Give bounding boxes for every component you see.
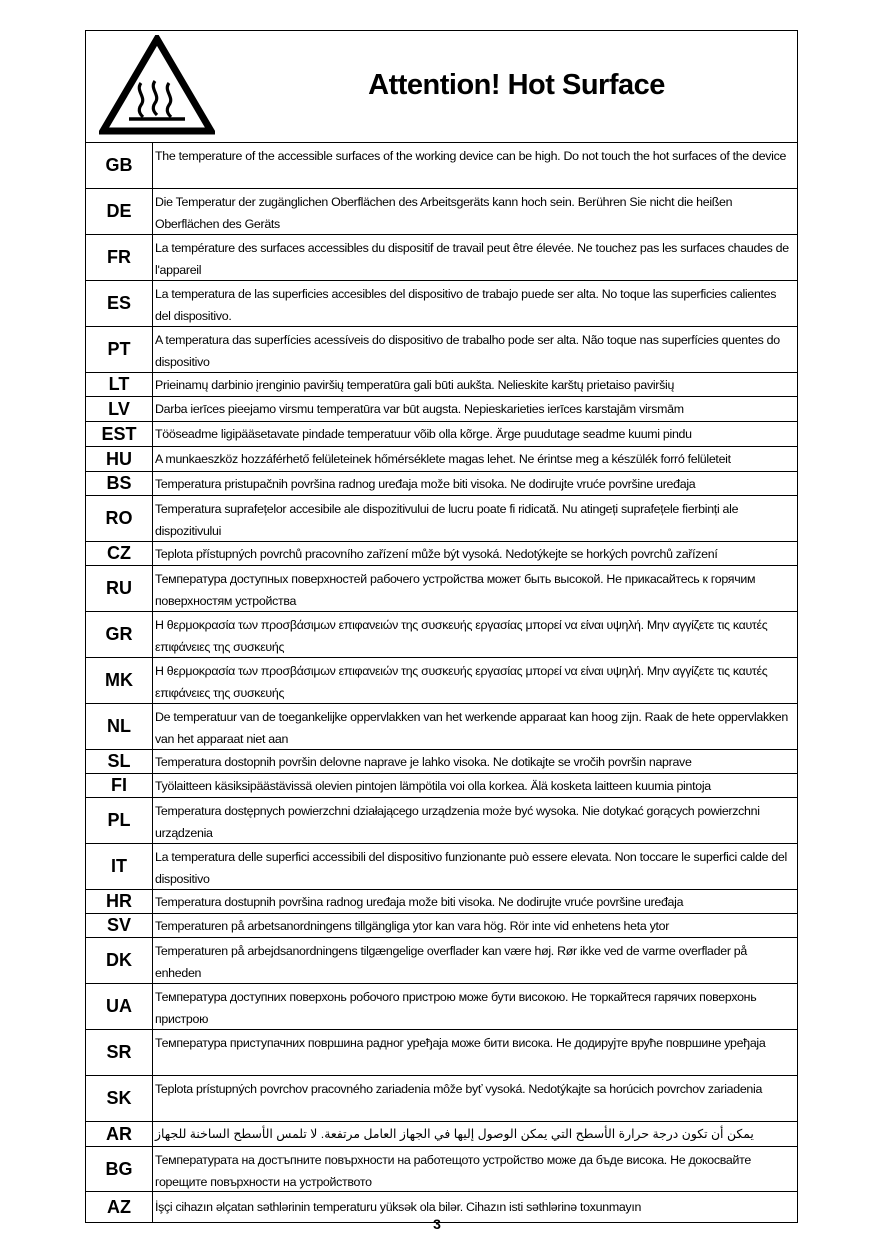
warning-text: Температура доступних поверхонь робочого пристрою може бути високою. Не торкайтеся гарячих поверхонь пристрою xyxy=(155,990,757,1026)
warning-text: يمكن أن تكون درجة حرارة الأسطح التي يمكن الوصول إليها في الجهاز العامل مرتفعة. لا تلمس الأسطح الساخنة للجهاز xyxy=(155,1127,754,1141)
table-row xyxy=(86,372,797,396)
warning-text: Työlaitteen käsiksipäästävissä olevien pintojen lämpötila voi olla korkea. Älä kosketa laitteen kuumia pintoja xyxy=(155,779,711,793)
warning-table xyxy=(85,30,798,1223)
warning-text: Температурата на достъпните повърхности на работещото устройство може да бъде висока. Не докосвайте горещите повърхности на устройството xyxy=(155,1153,751,1189)
language-code: SK xyxy=(86,1076,153,1121)
warning-text: La température des surfaces accessibles du dispositif de travail peut être élevée. Ne touchez pas les surfaces chaudes de l'appareil xyxy=(155,241,789,277)
language-code: FI xyxy=(86,774,153,797)
table-row xyxy=(86,396,797,421)
warning-text: La temperatura delle superfici accessibili del dispositivo funzionante può essere elevata. Non toccare le superfici calde del dispositivo xyxy=(155,850,787,886)
hot-surface-warning-icon xyxy=(99,35,215,135)
language-code: GB xyxy=(86,143,153,188)
table-row xyxy=(86,495,797,541)
language-code: RU xyxy=(86,566,153,611)
language-code: AR xyxy=(86,1122,153,1146)
language-code: PL xyxy=(86,798,153,843)
warning-text: Temperatura dostępnych powierzchni działającego urządzenia może być wysoka. Nie dotykać gorących powierzchni urządzenia xyxy=(155,804,760,840)
table-row xyxy=(86,280,797,326)
page-title: Attention! Hot Surface xyxy=(368,69,665,101)
table-row xyxy=(86,749,797,773)
language-code: MK xyxy=(86,658,153,703)
language-code: GR xyxy=(86,612,153,657)
table-row xyxy=(86,913,797,937)
language-code: NL xyxy=(86,704,153,749)
table-row xyxy=(86,1121,797,1146)
table-row xyxy=(86,143,797,188)
warning-text: Temperatura suprafețelor accesibile ale dispozitivului de lucru poate fi ridicată. Nu atingeți suprafețele fierbinți ale dispozitivului xyxy=(155,502,739,538)
warning-text: İşçi cihazın əlçatan səthlərinin temperaturu yüksək ola bilər. Cihazın isti səthlərinə toxunmayın xyxy=(155,1200,642,1214)
table-row xyxy=(86,326,797,372)
language-code: DK xyxy=(86,938,153,983)
warning-text: La temperatura de las superficies accesibles del dispositivo de trabajo puede ser alta. No toque las superficies calientes del dispositivo. xyxy=(155,287,777,323)
warning-text: Teplota přístupných povrchů pracovního zařízení může být vysoká. Nedotýkejte se horkých povrchů zařízení xyxy=(155,547,718,561)
language-code: HU xyxy=(86,447,153,471)
warning-text: The temperature of the accessible surfaces of the working device can be high. Do not touch the hot surfaces of the device xyxy=(155,149,787,163)
warning-text: Температура приступачних површина радног уређаја може бити висока. Не додирујте вруће површине уређаја xyxy=(155,1036,766,1050)
warning-text: Tööseadme ligipääsetavate pindade temperatuur võib olla kõrge. Ärge puudutage seadme kuumi pindu xyxy=(155,427,692,441)
table-row xyxy=(86,541,797,565)
language-code: UA xyxy=(86,984,153,1029)
warning-text: Temperaturen på arbejdsanordningens tilgængelige overflader kan være høj. Rør ikke ved de varme overflader på enheden xyxy=(155,944,747,980)
warning-text: Температура доступных поверхностей рабочего устройства может быть высокой. Не прикасайтесь к горячим поверхностям устройства xyxy=(155,572,756,608)
language-code: RO xyxy=(86,496,153,541)
language-code: IT xyxy=(86,844,153,889)
warning-text: Temperaturen på arbetsanordningens tillgängliga ytor kan vara hög. Rör inte vid enhetens heta ytor xyxy=(155,919,670,933)
language-code: AZ xyxy=(86,1192,153,1222)
table-row xyxy=(86,773,797,797)
page-number: 3 xyxy=(433,1216,441,1232)
table-row xyxy=(86,188,797,234)
table-row xyxy=(86,889,797,913)
table-row xyxy=(86,937,797,983)
table-row xyxy=(86,611,797,657)
warning-text: Darba ierīces pieejamo virsmu temperatūra var būt augsta. Nepieskarieties ierīces karstajām virsmām xyxy=(155,402,684,416)
language-code: BS xyxy=(86,472,153,495)
language-code: CZ xyxy=(86,542,153,565)
table-row xyxy=(86,421,797,446)
warning-text: Die Temperatur der zugänglichen Oberflächen des Arbeitsgeräts kann hoch sein. Berühren Sie nicht die heißen Oberflächen des Geräts xyxy=(155,195,733,231)
language-code: SL xyxy=(86,750,153,773)
table-row xyxy=(86,234,797,280)
language-code: DE xyxy=(86,189,153,234)
language-code: SR xyxy=(86,1030,153,1075)
warning-text: Temperatura dostupnih površina radnog uređaja može biti visoka. Ne dodirujte vruće površine uređaja xyxy=(155,895,684,909)
table-row xyxy=(86,657,797,703)
language-code: HR xyxy=(86,890,153,913)
table-row xyxy=(86,983,797,1029)
warning-text: A munkaeszköz hozzáférhető felületeinek hőmérséklete magas lehet. Ne érintse meg a készülék forró felületeit xyxy=(155,452,731,466)
warning-text: Prieinamų darbinio įrenginio paviršių temperatūra gali būti aukšta. Nelieskite karštų prietaiso paviršių xyxy=(155,378,675,392)
language-code: LV xyxy=(86,397,153,421)
warning-text: Η θερμοκρασία των προσβάσιμων επιφανειών της συσκευής εργασίας μπορεί να είναι υψηλή. Μην αγγίζετε τις καυτές επιφάνειες της συσκευής xyxy=(155,664,768,700)
warning-text: De temperatuur van de toegankelijke oppervlakken van het werkende apparaat kan hoog zijn. Raak de hete oppervlakken van het apparaat niet aan xyxy=(155,710,788,746)
language-code: BG xyxy=(86,1147,153,1191)
table-row xyxy=(86,797,797,843)
language-code: EST xyxy=(86,422,153,446)
table-row xyxy=(86,1029,797,1075)
language-code: PT xyxy=(86,327,153,372)
table-row xyxy=(86,471,797,495)
warning-text: A temperatura das superfícies acessíveis do dispositivo de trabalho pode ser alta. Não toque nas superfícies quentes do dispositivo xyxy=(155,333,780,369)
warning-text: Temperatura pristupačnih površina radnog uređaja može biti visoka. Ne dodirujte vruće površine uređaja xyxy=(155,477,696,491)
language-rows xyxy=(86,143,797,1222)
warning-text: Temperatura dostopnih površin delovne naprave je lahko visoka. Ne dotikajte se vročih površin naprave xyxy=(155,755,692,769)
table-header xyxy=(86,31,797,143)
language-code: FR xyxy=(86,235,153,280)
table-row xyxy=(86,446,797,471)
table-row xyxy=(86,703,797,749)
language-code: SV xyxy=(86,914,153,937)
table-row xyxy=(86,843,797,889)
table-row xyxy=(86,565,797,611)
warning-text: Η θερμοκρασία των προσβάσιμων επιφανειών της συσκευής εργασίας μπορεί να είναι υψηλή. Μην αγγίζετε τις καυτές επιφάνειες της συσκευής xyxy=(155,618,768,654)
table-row xyxy=(86,1075,797,1121)
language-code: ES xyxy=(86,281,153,326)
language-code: LT xyxy=(86,373,153,396)
warning-text: Teplota prístupných povrchov pracovného zariadenia môže byť vysoká. Nedotýkajte sa horúcich povrchov zariadenia xyxy=(155,1082,763,1096)
table-row xyxy=(86,1146,797,1191)
